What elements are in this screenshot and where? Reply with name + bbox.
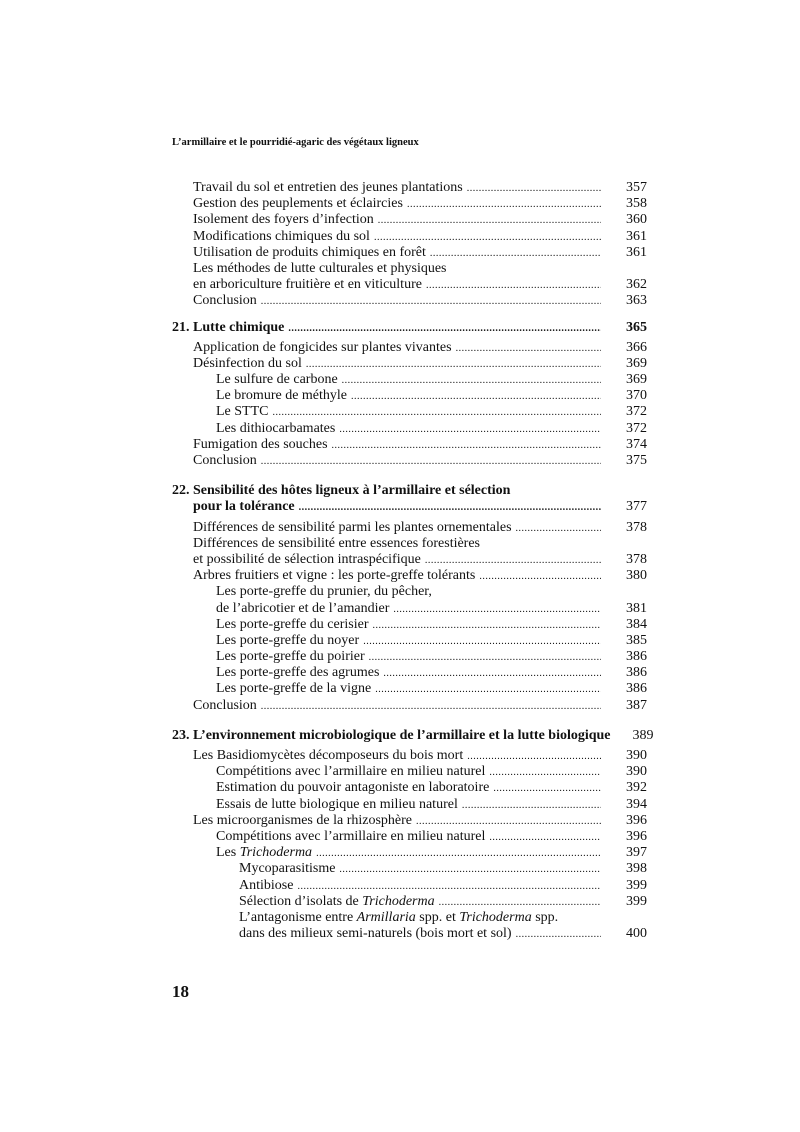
toc-entry: Essais de lutte biologique en milieu naturel ..... 394 — [172, 797, 647, 813]
toc-entry: Le STTC ..... 372 — [172, 404, 647, 420]
page-number: 18 — [172, 982, 189, 1001]
toc-entry: Désinfection du sol ..... 369 — [172, 356, 647, 372]
toc-entry: Les porte-greffe des agrumes ..... 386 — [172, 665, 647, 681]
toc-entry: Différences de sensibilité parmi les plantes ornementales ..... 378 — [172, 520, 647, 536]
chapter-heading-23: 23. L’environnement microbiologique de l’armillaire et la lutte biologique 389 — [172, 727, 654, 743]
toc-entry: Sélection d’isolats de Trichoderma ..... 399 — [172, 894, 647, 910]
chapter-heading-21: 21. Lutte chimique ..... 365 — [172, 320, 647, 336]
toc-entry: Les porte-greffe de la vigne ..... 386 — [172, 681, 647, 697]
toc-entry: Les méthodes de lutte culturales et physiques — [193, 260, 447, 276]
toc-entry: Compétitions avec l’armillaire en milieu naturel ..... 390 — [172, 764, 647, 780]
toc-entry: Compétitions avec l’armillaire en milieu naturel ..... 396 — [172, 829, 647, 845]
toc-entry: Application de fongicides sur plantes vivantes ..... 366 — [172, 340, 647, 356]
toc-entry: Le sulfure de carbone ..... 369 — [172, 372, 647, 388]
toc-entry: Antibiose ..... 399 — [172, 878, 647, 894]
toc-entry: Les Trichoderma ..... 397 — [172, 845, 647, 861]
running-head: L’armillaire et le pourridié-agaric des végétaux ligneux — [172, 137, 419, 148]
toc-entry: Conclusion ..... 375 — [172, 453, 647, 469]
toc-entry: Isolement des foyers d’infection ..... 360 — [172, 212, 647, 228]
toc-entry: dans des milieux semi-naturels (bois mort et sol) ..... 400 — [172, 926, 647, 942]
toc-entry: Gestion des peuplements et éclaircies ..... 358 — [172, 196, 647, 212]
toc-entry: Conclusion ..... 363 — [172, 293, 647, 309]
toc-entry: Le bromure de méthyle ..... 370 — [172, 388, 647, 404]
toc-entry: Les dithiocarbamates ..... 372 — [172, 421, 647, 437]
toc-entry: Les porte-greffe du poirier ..... 386 — [172, 649, 647, 665]
toc-entry: Les microorganismes de la rhizosphère ..... 396 — [172, 813, 647, 829]
toc-entry: Modifications chimiques du sol ..... 361 — [172, 229, 647, 245]
toc-entry: Arbres fruitiers et vigne : les porte-greffe tolérants ..... 380 — [172, 568, 647, 584]
toc-entry: Les porte-greffe du noyer ..... 385 — [172, 633, 647, 649]
toc-entry: et possibilité de sélection intraspécifique ..... 378 — [172, 552, 647, 568]
toc-entry: Mycoparasitisme ..... 398 — [172, 861, 647, 877]
toc-entry: Utilisation de produits chimiques en forêt ..... 361 — [172, 245, 647, 261]
toc-entry: en arboriculture fruitière et en viticulture ..... 362 — [172, 277, 647, 293]
toc-entry: Les Basidiomycètes décomposeurs du bois mort ..... 390 — [172, 748, 647, 764]
chapter-heading-22-cont: pour la tolérance ..... 377 — [172, 499, 647, 515]
toc-entry: Fumigation des souches ..... 374 — [172, 437, 647, 453]
toc-entry: L’antagonisme entre Armillaria spp. et Trichoderma spp. — [239, 909, 559, 925]
toc-entry: Différences de sensibilité entre essences forestières — [193, 535, 481, 551]
table-of-contents — [172, 180, 654, 942]
chapter-heading-22: 22. Sensibilité des hôtes ligneux à l’armillaire et sélection — [172, 483, 511, 499]
toc-entry: de l’abricotier et de l’amandier ..... 381 — [172, 601, 647, 617]
toc-entry: Conclusion ..... 387 — [172, 698, 647, 714]
toc-entry: Estimation du pouvoir antagoniste en laboratoire ..... 392 — [172, 780, 647, 796]
toc-entry: Les porte-greffe du prunier, du pêcher, — [216, 584, 432, 600]
toc-entry: Les porte-greffe du cerisier ..... 384 — [172, 617, 647, 633]
toc-entry: Travail du sol et entretien des jeunes plantations ..... 357 — [172, 180, 647, 196]
